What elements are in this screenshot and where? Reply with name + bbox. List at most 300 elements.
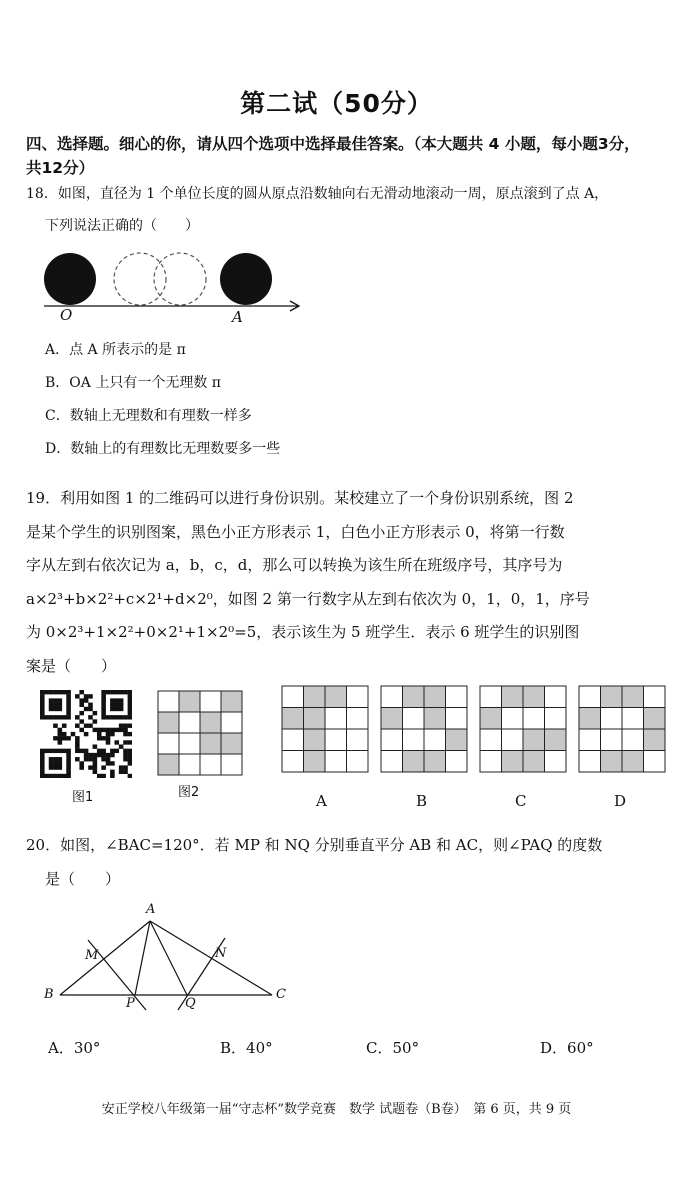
- qr-module: [58, 703, 63, 707]
- point-a-label: A: [146, 902, 156, 917]
- grid-cell-filled: [158, 712, 179, 733]
- qr-module: [49, 703, 54, 707]
- grid-cell-filled: [424, 708, 446, 730]
- qr-module: [66, 770, 71, 774]
- page-title: 第二试（50分）: [240, 89, 433, 118]
- grid-cell-empty: [325, 751, 347, 773]
- side-ab: [60, 921, 150, 995]
- qr-module: [49, 715, 54, 719]
- grid-cell-filled: [424, 751, 446, 773]
- qr-module: [53, 698, 58, 702]
- grid-cell-filled: [221, 691, 242, 712]
- qr-module: [123, 732, 128, 736]
- grid-cell-empty: [601, 729, 623, 751]
- point-q-label: Q: [185, 996, 196, 1011]
- qr-module: [101, 698, 106, 702]
- grid-cell-filled: [403, 751, 425, 773]
- grid-cell-empty: [644, 686, 666, 708]
- qr-module: [93, 757, 98, 761]
- grid-cell-filled: [158, 754, 179, 775]
- qr-module: [110, 761, 115, 765]
- grid-cell-filled: [221, 733, 242, 754]
- qr-module: [53, 724, 58, 728]
- qr-module: [106, 761, 111, 765]
- qr-module: [119, 724, 124, 728]
- qr-module: [101, 707, 106, 711]
- q18-stem-line2: 下列说法正确的（ ）: [45, 218, 199, 234]
- grid-cell-filled: [304, 729, 326, 751]
- grid-cell-empty: [347, 729, 369, 751]
- section-heading: 四、选择题。细心的你，请从四个选项中选择最佳答案。（本大题共 4 小题，每小题3分，共12分）: [26, 135, 640, 177]
- qr-module: [79, 711, 84, 715]
- qr-module: [101, 694, 106, 698]
- qr-module: [97, 749, 102, 753]
- qr-module: [40, 761, 45, 765]
- qr-module: [128, 749, 132, 753]
- grid-cell-filled: [304, 751, 326, 773]
- qr-module: [79, 703, 84, 707]
- grid-cell-filled: [403, 686, 425, 708]
- qr-module: [101, 690, 106, 694]
- qr-module: [88, 753, 93, 757]
- grid-cell-empty: [523, 708, 545, 730]
- qr-module: [40, 749, 45, 753]
- q19-line: 字从左到右依次记为 a，b，c，d，那么可以转换为该生所在班级序号，其序号为: [26, 556, 563, 574]
- qr-module: [58, 761, 63, 765]
- qr-module: [123, 724, 128, 728]
- grid-cell-filled: [304, 708, 326, 730]
- grid-cell-empty: [502, 708, 524, 730]
- choice-d-label: D: [614, 792, 627, 810]
- grid-cell-empty: [545, 708, 567, 730]
- grid-cell-empty: [622, 729, 644, 751]
- grid-cell-empty: [446, 686, 468, 708]
- grid-cell-empty: [158, 733, 179, 754]
- q20-option-a: A．30°: [48, 1039, 101, 1057]
- qr-module: [88, 765, 93, 769]
- qr-module: [71, 732, 76, 736]
- qr-module: [101, 728, 106, 732]
- qr-module: [110, 770, 115, 774]
- qr-module: [66, 707, 71, 711]
- qr-module: [128, 690, 132, 694]
- grid-cell-filled: [523, 686, 545, 708]
- grid-cell-empty: [579, 686, 601, 708]
- qr-module: [119, 728, 124, 732]
- q18-option-b: B．OA 上只有一个无理数 π: [45, 375, 221, 391]
- qr-module: [58, 707, 63, 711]
- qr-module: [114, 740, 119, 744]
- qr-module: [114, 690, 119, 694]
- grid-cell-empty: [282, 751, 304, 773]
- qr-module: [88, 757, 93, 761]
- qr-module: [79, 719, 84, 723]
- qr-module: [40, 690, 45, 694]
- grid-cell-empty: [221, 712, 242, 733]
- qr-module: [123, 770, 128, 774]
- qr-module: [110, 715, 115, 719]
- qr-module: [40, 765, 45, 769]
- grid-cell-empty: [545, 751, 567, 773]
- q19-stem: [26, 482, 646, 683]
- qr-module: [62, 749, 67, 753]
- qr-module: [66, 715, 71, 719]
- qr-module: [40, 711, 45, 715]
- q18-option-c: C．数轴上无理数和有理数一样多: [45, 408, 252, 424]
- qr-module: [110, 707, 115, 711]
- qr-module: [62, 736, 67, 740]
- grid-cell-empty: [644, 751, 666, 773]
- qr-module: [119, 770, 124, 774]
- rolling-circle-2: [154, 253, 206, 305]
- qr-module: [58, 757, 63, 761]
- q20-option-b: B．40°: [220, 1039, 273, 1057]
- point-p-label: P: [126, 996, 135, 1011]
- grid-cell-empty: [446, 751, 468, 773]
- grid-cell-filled: [644, 729, 666, 751]
- qr-module: [75, 740, 80, 744]
- point-c-label: C: [276, 987, 286, 1002]
- qr-module: [110, 728, 115, 732]
- qr-module: [128, 715, 132, 719]
- grid-cell-filled: [480, 708, 502, 730]
- qr-module: [123, 765, 128, 769]
- choice-d-grid: [578, 685, 666, 773]
- grid-cell-empty: [480, 751, 502, 773]
- grid-cell-empty: [200, 691, 221, 712]
- point-m-label: M: [85, 948, 99, 963]
- qr-module: [101, 736, 106, 740]
- qr-module: [49, 707, 54, 711]
- qr-module: [110, 703, 115, 707]
- grid-cell-empty: [446, 708, 468, 730]
- q20-stem-line2: 是（ ）: [45, 870, 121, 888]
- qr-module: [44, 749, 49, 753]
- qr-module: [40, 703, 45, 707]
- qr-module: [128, 694, 132, 698]
- q19-line: a×2³+b×2²+c×2¹+d×2⁰，如图 2 第一行数字从左到右依次为 0，1，0，1，序号: [26, 589, 590, 608]
- qr-module: [114, 749, 119, 753]
- qr-module: [53, 774, 58, 778]
- grid-cell-filled: [200, 712, 221, 733]
- qr-module: [106, 732, 111, 736]
- grid-cell-empty: [601, 708, 623, 730]
- qr-code-image: [40, 690, 132, 778]
- choice-b-grid: [380, 685, 468, 773]
- qr-module: [110, 774, 115, 778]
- qr-module: [40, 698, 45, 702]
- grid-cell-filled: [622, 686, 644, 708]
- grid-cell-empty: [347, 686, 369, 708]
- choice-b-label: B: [416, 792, 428, 810]
- point-b-label: B: [44, 987, 54, 1002]
- qr-module: [49, 765, 54, 769]
- qr-module: [66, 757, 71, 761]
- qr-module: [110, 690, 115, 694]
- qr-module: [53, 736, 58, 740]
- grid-cell-empty: [579, 751, 601, 773]
- qr-module: [93, 719, 98, 723]
- grid-cell-empty: [347, 708, 369, 730]
- qr-module: [66, 765, 71, 769]
- fig2-grid: [157, 690, 243, 776]
- qr-module: [84, 732, 89, 736]
- qr-module: [101, 715, 106, 719]
- qr-module: [75, 744, 80, 748]
- qr-module: [66, 761, 71, 765]
- qr-module: [106, 715, 111, 719]
- fig1-caption: 图1: [72, 790, 94, 805]
- qr-module: [66, 703, 71, 707]
- qr-module: [49, 774, 54, 778]
- qr-module: [84, 707, 89, 711]
- qr-module: [114, 707, 119, 711]
- qr-module: [123, 749, 128, 753]
- grid-cell-filled: [523, 751, 545, 773]
- qr-module: [53, 703, 58, 707]
- grid-cell-empty: [545, 686, 567, 708]
- grid-cell-filled: [424, 686, 446, 708]
- grid-cell-filled: [523, 729, 545, 751]
- qr-module: [66, 698, 71, 702]
- qr-module: [58, 732, 63, 736]
- q20-stem-line1: 20．如图，∠BAC=120°．若 MP 和 NQ 分别垂直平分 AB 和 AC，则∠PAQ 的度数: [26, 836, 603, 854]
- qr-module: [110, 749, 115, 753]
- qr-module: [119, 707, 124, 711]
- qr-module: [101, 753, 106, 757]
- qr-module: [53, 715, 58, 719]
- choice-a-label: A: [316, 792, 327, 810]
- q20-option-c: C．50°: [366, 1039, 420, 1057]
- qr-module: [44, 774, 49, 778]
- triangle-figure: [40, 898, 300, 1018]
- qr-module: [75, 715, 80, 719]
- qr-module: [49, 757, 54, 761]
- qr-module: [40, 774, 45, 778]
- qr-module: [106, 728, 111, 732]
- choice-c-grid: [479, 685, 567, 773]
- qr-module: [66, 736, 71, 740]
- qr-module: [106, 740, 111, 744]
- qr-module: [114, 703, 119, 707]
- qr-module: [75, 736, 80, 740]
- qr-module: [128, 711, 132, 715]
- qr-module: [123, 757, 128, 761]
- qr-module: [84, 698, 89, 702]
- grid-cell-empty: [403, 708, 425, 730]
- qr-module: [114, 728, 119, 732]
- qr-module: [123, 740, 128, 744]
- page-footer: 安正学校八年级第一届“守志杯”数学竞赛 数学 试题卷（B卷） 第 6 页，共 9 页: [101, 1102, 572, 1117]
- qr-module: [93, 770, 98, 774]
- grid-cell-empty: [325, 729, 347, 751]
- qr-module: [79, 761, 84, 765]
- qr-module: [49, 761, 54, 765]
- qr-module: [123, 690, 128, 694]
- grid-cell-empty: [347, 751, 369, 773]
- qr-module: [106, 690, 111, 694]
- qr-module: [101, 711, 106, 715]
- grid-cell-empty: [179, 754, 200, 775]
- q20-option-d: D．60°: [540, 1039, 594, 1057]
- grid-cell-filled: [644, 708, 666, 730]
- qr-module: [44, 690, 49, 694]
- grid-cell-empty: [622, 708, 644, 730]
- grid-cell-empty: [282, 686, 304, 708]
- qr-module: [93, 744, 98, 748]
- grid-cell-filled: [282, 708, 304, 730]
- qr-module: [119, 765, 124, 769]
- qr-module: [40, 715, 45, 719]
- qr-module: [53, 761, 58, 765]
- grid-cell-filled: [545, 729, 567, 751]
- qr-module: [40, 694, 45, 698]
- qr-module: [128, 698, 132, 702]
- grid-cell-filled: [325, 686, 347, 708]
- qr-module: [66, 774, 71, 778]
- qr-module: [119, 715, 124, 719]
- qr-module: [93, 765, 98, 769]
- qr-module: [123, 715, 128, 719]
- q19-line: 是某个学生的识别图案，黑色小正方形表示 1，白色小正方形表示 0，将第一行数: [26, 522, 565, 541]
- grid-cell-filled: [304, 686, 326, 708]
- q18-option-d: D．数轴上的有理数比无理数要多一些: [45, 441, 281, 457]
- qr-module: [110, 698, 115, 702]
- qr-module: [106, 736, 111, 740]
- qr-module: [40, 757, 45, 761]
- end-circle: [220, 253, 272, 305]
- grid-cell-filled: [502, 686, 524, 708]
- qr-module: [84, 694, 89, 698]
- qr-module: [119, 698, 124, 702]
- qr-module: [128, 703, 132, 707]
- qr-module: [75, 694, 80, 698]
- qr-module: [88, 703, 93, 707]
- qr-module: [58, 728, 63, 732]
- grid-cell-empty: [424, 729, 446, 751]
- grid-cell-filled: [446, 729, 468, 751]
- qr-module: [106, 753, 111, 757]
- qr-module: [93, 761, 98, 765]
- qr-module: [58, 690, 63, 694]
- qr-module: [97, 732, 102, 736]
- q19-line: 为 0×2³+1×2²+0×2¹+1×2⁰=5，表示该生为 5 班学生．表示 6 班学生的识别图: [26, 623, 580, 641]
- qr-module: [58, 698, 63, 702]
- rolling-circle-1: [114, 253, 166, 305]
- qr-module: [128, 732, 132, 736]
- qr-module: [88, 707, 93, 711]
- rolling-circle-figure: [40, 248, 310, 328]
- qr-module: [119, 690, 124, 694]
- qr-module: [49, 690, 54, 694]
- qr-module: [49, 698, 54, 702]
- qr-module: [101, 757, 106, 761]
- qr-module: [88, 724, 93, 728]
- grid-cell-filled: [381, 708, 403, 730]
- qr-module: [128, 761, 132, 765]
- grid-cell-empty: [179, 712, 200, 733]
- qr-module: [53, 690, 58, 694]
- qr-module: [58, 736, 63, 740]
- qr-module: [66, 711, 71, 715]
- qr-module: [58, 765, 63, 769]
- qr-module: [88, 715, 93, 719]
- grid-cell-empty: [381, 729, 403, 751]
- qr-module: [79, 749, 84, 753]
- qr-module: [66, 690, 71, 694]
- qr-module: [93, 753, 98, 757]
- qr-module: [93, 728, 98, 732]
- qr-module: [49, 749, 54, 753]
- qr-module: [101, 765, 106, 769]
- qr-module: [97, 753, 102, 757]
- qr-module: [75, 724, 80, 728]
- qr-module: [62, 774, 67, 778]
- qr-module: [101, 774, 106, 778]
- qr-module: [128, 753, 132, 757]
- qr-module: [114, 715, 119, 719]
- q18-stem-line1: 18．如图，直径为 1 个单位长度的圆从原点沿数轴向右无滑动地滚动一周，原点滚到了点 A，: [26, 186, 609, 202]
- point-n-label: N: [215, 946, 227, 961]
- qr-module: [40, 770, 45, 774]
- qr-module: [53, 757, 58, 761]
- qr-module: [128, 774, 132, 778]
- qr-module: [84, 757, 89, 761]
- grid-cell-empty: [158, 691, 179, 712]
- grid-cell-empty: [480, 729, 502, 751]
- qr-module: [119, 744, 124, 748]
- qr-module: [75, 757, 80, 761]
- qr-module: [93, 711, 98, 715]
- grid-cell-empty: [381, 751, 403, 773]
- qr-module: [66, 749, 71, 753]
- qr-module: [101, 749, 106, 753]
- qr-module: [88, 694, 93, 698]
- qr-module: [62, 732, 67, 736]
- start-circle: [44, 253, 96, 305]
- qr-module: [53, 707, 58, 711]
- grid-cell-empty: [325, 708, 347, 730]
- choice-c-label: C: [515, 792, 527, 810]
- qr-module: [119, 703, 124, 707]
- qr-module: [62, 724, 67, 728]
- choice-a-grid: [281, 685, 369, 773]
- q19-line: 案是（ ）: [26, 656, 117, 675]
- qr-module: [58, 749, 63, 753]
- qr-module: [62, 715, 67, 719]
- grid-cell-filled: [622, 751, 644, 773]
- qr-module: [79, 765, 84, 769]
- grid-cell-empty: [179, 733, 200, 754]
- qr-module: [84, 753, 89, 757]
- grid-cell-empty: [579, 729, 601, 751]
- grid-cell-filled: [200, 733, 221, 754]
- grid-cell-empty: [403, 729, 425, 751]
- qr-module: [58, 715, 63, 719]
- qr-module: [79, 728, 84, 732]
- qr-module: [40, 753, 45, 757]
- grid-cell-empty: [381, 686, 403, 708]
- grid-cell-empty: [221, 754, 242, 775]
- q19-line: 19．利用如图 1 的二维码可以进行身份识别。某校建立了一个身份识别系统，图 2: [26, 489, 574, 507]
- qr-module: [53, 749, 58, 753]
- grid-cell-filled: [601, 751, 623, 773]
- label-a: A: [232, 308, 243, 326]
- qr-module: [128, 707, 132, 711]
- qr-module: [75, 749, 80, 753]
- qr-module: [128, 757, 132, 761]
- qr-module: [97, 728, 102, 732]
